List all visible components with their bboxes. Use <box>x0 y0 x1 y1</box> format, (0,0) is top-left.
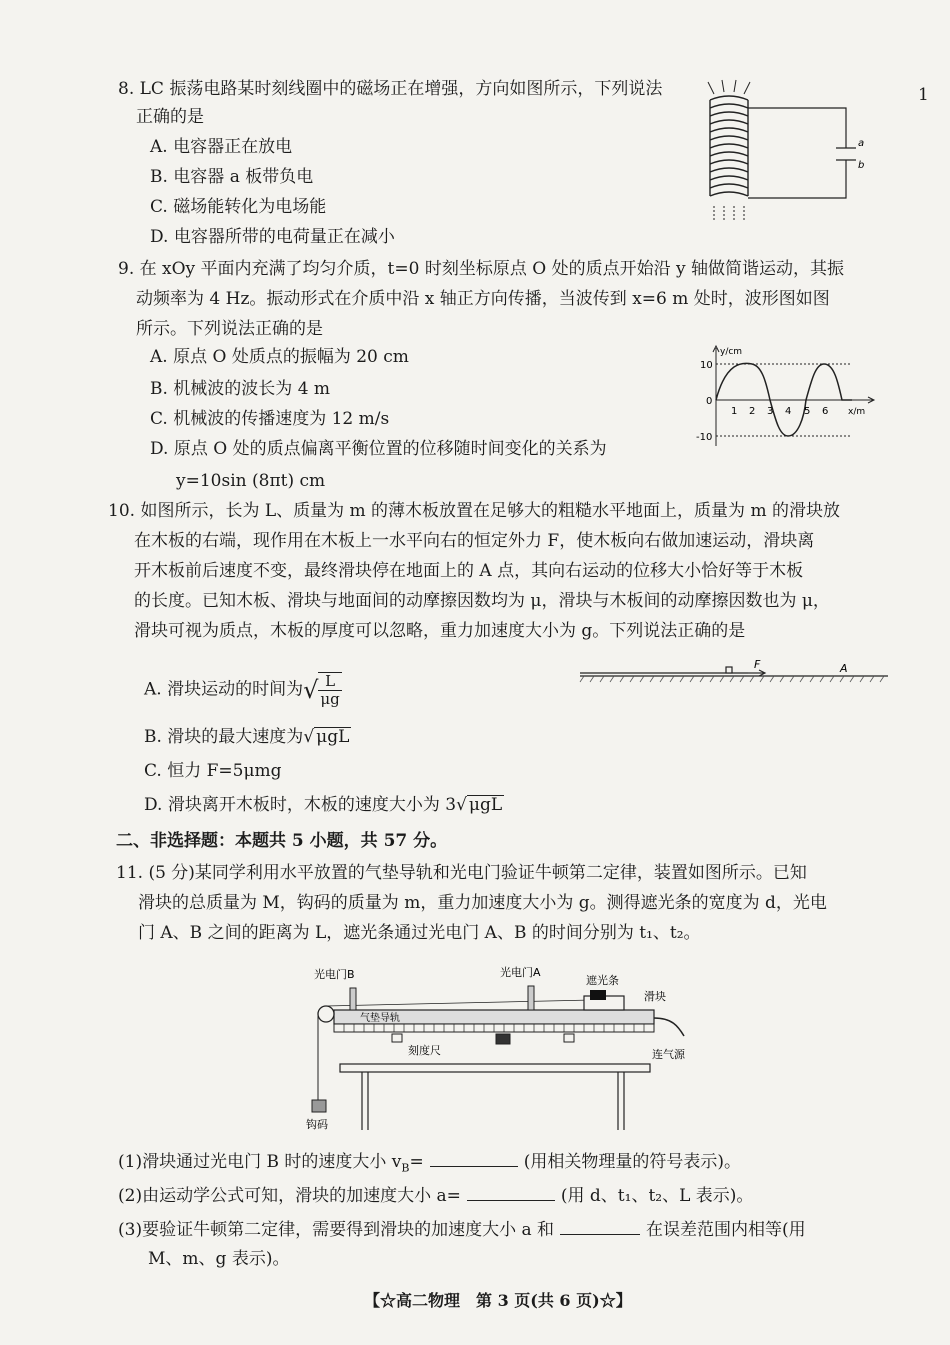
q9-xlabel: x/m <box>848 407 866 417</box>
q8-option-a: A. 电容器正在放电 <box>150 137 293 157</box>
q11-label-weight: 钩码 <box>306 1118 328 1131</box>
q11-label-rail: 气垫导轨 <box>360 1013 400 1024</box>
q9-xtick: 4 <box>785 406 792 417</box>
page-edge-number: 1 <box>918 85 929 105</box>
q9-xtick: 1 <box>731 406 738 417</box>
q11-answer-blank-3[interactable] <box>560 1218 640 1235</box>
q11-label-shade: 遮光条 <box>586 974 619 987</box>
q10-stem-line1: 10. 如图所示，长为 L、质量为 m 的薄木板放置在足够大的粗糙水平地面上，质量为 m 的滑块放 <box>108 501 840 521</box>
q10-option-d: D. 滑块离开木板时，木板的速度大小为 3√ μgL <box>144 795 503 815</box>
q10-option-b: B. 滑块的最大速度为√ μgL <box>144 727 350 747</box>
q8-option-d: D. 电容器所带的电荷量正在减小 <box>150 227 395 247</box>
q9-xtick: 3 <box>767 406 774 417</box>
q8-lc-circuit-figure <box>700 78 880 228</box>
q10-b-radicand: μgL <box>316 727 350 747</box>
q9-option-d-formula: y=10sin (8πt) cm <box>176 471 326 491</box>
q11-label-ruler: 刻度尺 <box>408 1044 441 1057</box>
q9-xtick: 5 <box>804 406 811 417</box>
q9-stem-line2: 动频率为 4 Hz。振动形式在介质中沿 x 轴正方向传播，当波传到 x=6 m 处时，波形图如图 <box>136 289 830 309</box>
section-2-heading: 二、非选择题：本题共 5 小题，共 57 分。 <box>116 831 448 851</box>
q9-ylabel: y/cm <box>720 347 743 357</box>
q10-label-f: F <box>754 658 761 671</box>
q9-ytick-top: 10 <box>700 360 713 371</box>
q10-label-a: A <box>840 662 848 675</box>
q11-label-air: 连气源 <box>652 1048 685 1061</box>
q11-answer-blank-2[interactable] <box>467 1184 555 1201</box>
q10-a-denominator: μg <box>320 690 340 708</box>
q11-part-1: (1)滑块通过光电门 B 时的速度大小 $v_B=$ (用相关物理量的符号表示)。 <box>118 1152 741 1175</box>
q11-part-3: (3)要验证牛顿第二定律，需要得到滑块的加速度大小 a 和 在误差范围内相等(用 <box>118 1220 806 1240</box>
q11-label-gate-b: 光电门B <box>314 968 355 981</box>
page-footer: 【☆高二物理 第 3 页(共 6 页)☆】 <box>364 1291 632 1310</box>
q8-option-c: C. 磁场能转化为电场能 <box>150 197 327 217</box>
q11-label-gate-a: 光电门A <box>500 966 541 979</box>
q10-board-figure <box>578 656 890 686</box>
q10-stem-line5: 滑块可视为质点，木板的厚度可以忽略，重力加速度大小为 g。下列说法正确的是 <box>134 621 746 641</box>
q9-option-b: B. 机械波的波长为 4 m <box>150 379 331 399</box>
q11-answer-blank-1[interactable] <box>430 1150 518 1167</box>
q11-stem-line3: 门 A、B 之间的距离为 L，遮光条通过光电门 A、B 的时间分别为 t₁、t₂。 <box>138 923 701 943</box>
q11-label-slider: 滑块 <box>644 990 666 1003</box>
q9-stem-line1: 9. 在 xOy 平面内充满了均匀介质，t=0 时刻坐标原点 O 处的质点开始沿 y 轴做简谐运动，其振 <box>118 259 845 279</box>
q10-d-radicand: μgL <box>468 795 503 815</box>
q8-label-a: a <box>858 138 865 149</box>
q10-a-numerator: L <box>318 673 341 691</box>
q8-option-b: B. 电容器 a 板带负电 <box>150 167 314 187</box>
q10-stem-line3: 开木板前后速度不变，最终滑块停在地面上的 A 点，其向右运动的位移大小恰好等于木板 <box>134 561 804 581</box>
q10-stem-line2: 在木板的右端，现作用在木板上一水平向右的恒定外力 F，使木板向右做加速运动，滑块离 <box>134 531 815 551</box>
q10-option-c: C. 恒力 F=5μmg <box>144 761 282 781</box>
q8-stem-line1: 8. LC 振荡电路某时刻线圈中的磁场正在增强，方向如图所示，下列说法 <box>118 79 663 99</box>
q11-part-3-cont: M、m、g 表示)。 <box>148 1249 290 1269</box>
q11-stem-line2: 滑块的总质量为 M，钩码的质量为 m，重力加速度大小为 g。测得遮光条的宽度为 d，光电 <box>138 893 827 913</box>
q11-part-2: (2)由运动学公式可知，滑块的加速度大小 a= (用 d、t₁、t₂、L 表示)。 <box>118 1186 754 1206</box>
q9-stem-line3: 所示。下列说法正确的是 <box>136 319 323 339</box>
q11-air-track-figure <box>300 960 700 1140</box>
q8-stem-line2: 正确的是 <box>136 107 204 127</box>
q10-stem-line4: 的长度。已知木板、滑块与地面间的动摩擦因数均为 μ，滑块与木板间的动摩擦因数也为 μ， <box>134 591 830 611</box>
q8-label-b: b <box>858 160 865 171</box>
q9-xtick: 2 <box>749 406 756 417</box>
q10-option-a: A. 滑块运动的时间为√ $\frac{L}{\mu g}$ <box>144 672 340 708</box>
q9-ytick-bottom: -10 <box>696 432 713 443</box>
q9-wave-graph <box>696 342 886 448</box>
q9-option-a: A. 原点 O 处质点的振幅为 20 cm <box>150 347 409 367</box>
q11-stem-line1: 11. (5 分)某同学利用水平放置的气垫导轨和光电门验证牛顿第二定律，装置如图所示。已知 <box>116 863 807 883</box>
q9-option-d: D. 原点 O 处的质点偏离平衡位置的位移随时间变化的关系为 <box>150 439 607 459</box>
q9-option-c: C. 机械波的传播速度为 12 m/s <box>150 409 390 429</box>
q9-xtick: 6 <box>822 406 829 417</box>
q9-origin: 0 <box>706 396 713 407</box>
